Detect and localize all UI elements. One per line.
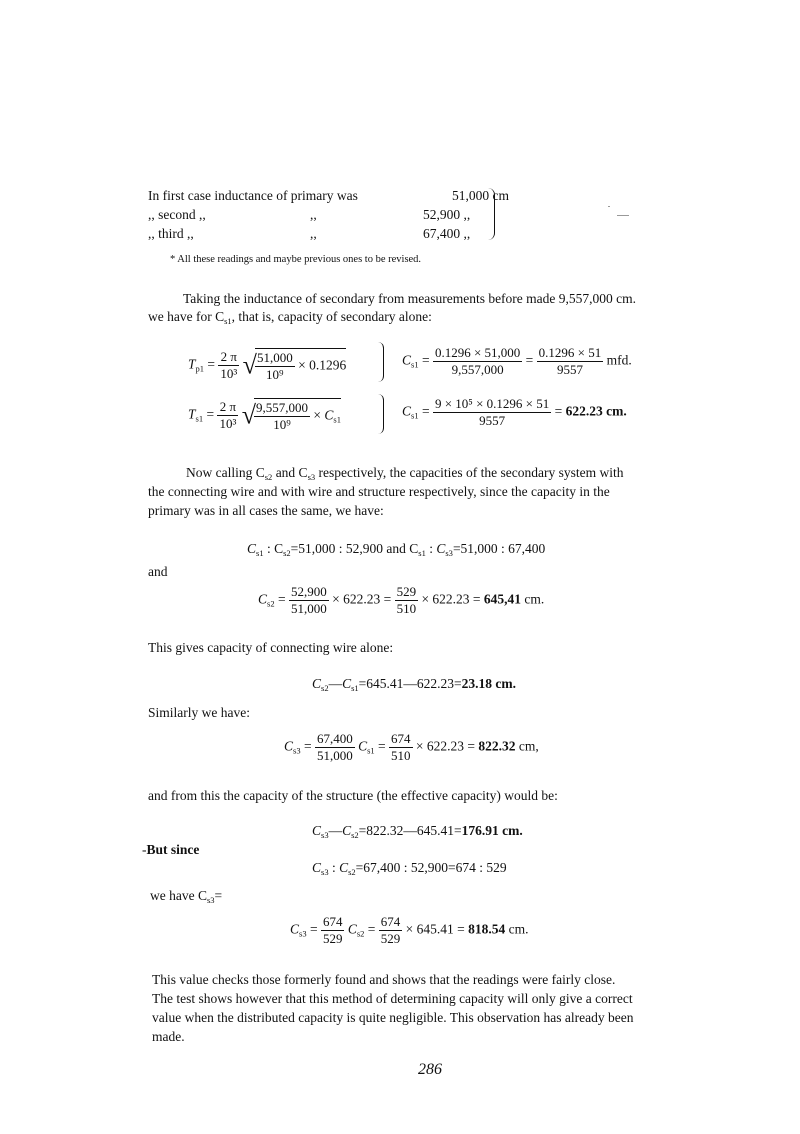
equation-cs1: $C_{s1}$ = $\frac{0.1296 \times 51,000}{9,557,000}$ = $\frac{0.1296 \times 51}{9557}$ mfd. bbox=[402, 345, 632, 377]
para6-line2: The test shows however that this method of determining capacity will only give a correct bbox=[152, 991, 633, 1006]
speck bbox=[608, 206, 610, 207]
para2-line2: the connecting wire and with wire and structure respectively, since the capacity in the bbox=[148, 484, 610, 499]
para3: This gives capacity of connecting wire alone: bbox=[148, 640, 394, 655]
equation-ts1: $T_{s1}$ = $\frac{2 \pi}{\text{10³}}$ √ $\frac{9,557,000}{\text{10⁹}}$ × $C_{s1}$ bbox=[188, 399, 341, 432]
speck bbox=[617, 215, 629, 216]
equation-wire-capacity: $C_{s2}—C_{s1}=645.41—622.23=23.18$ cm. bbox=[312, 676, 517, 693]
footnote: * All these readings and maybe previous ones to be revised. bbox=[170, 254, 422, 265]
table-row-1-label: In first case inductance of primary was bbox=[148, 188, 358, 203]
equation-cs3-check: $C_{s3}$ = $\frac{674}{529}$ $C_{s2}$ = $\frac{674}{529}$ × 645.41 = 818.54 cm. bbox=[290, 914, 529, 946]
equation-ratio-2: $C_{s3}$ : $C_{s2}=67,400$ : 52,900=674 : 529 bbox=[312, 860, 507, 877]
equation-cs2: $C_{s2}$ = $\frac{52,900}{51,000}$ × 622.23 = $\frac{529}{510}$ × 622.23 = 645,41 cm. bbox=[258, 584, 545, 616]
and-word: and bbox=[148, 564, 168, 579]
para1-line1: Taking the inductance of secondary from measurements before made 9,557,000 cm. bbox=[183, 291, 637, 306]
but-since: ‑But since bbox=[142, 842, 200, 857]
equation-cs1-result: $C_{s1}$ = $\frac{\text{9 × 10⁵ × 0.1296 × 51}}{9557}$ = 622.23 cm. bbox=[402, 396, 627, 428]
table-row-3-value: 67,400 ,, bbox=[423, 226, 471, 241]
table-row-3-ditto: ,, bbox=[310, 226, 317, 241]
para6-line4: made. bbox=[152, 1029, 185, 1044]
equation-ratio: $C_{s1}$ : $C_{s2}=51,000$ : 52,900 and $C_{s1}$ : $C_{s3}=51,000$ : 67,400 bbox=[247, 541, 546, 558]
table-row-3-label: ,, third ,, bbox=[148, 226, 194, 241]
table-brace bbox=[488, 188, 495, 240]
para2-line3: primary was in all cases the same, we have: bbox=[148, 503, 384, 518]
para6-line3: value when the distributed capacity is quite negligible. This observation has already been bbox=[152, 1010, 634, 1025]
table-row-2-ditto: ,, bbox=[310, 207, 317, 222]
para2-line1: Now calling $C_{s2}$ and $C_{s3}$ respectively, the capacities of the secondary system with bbox=[186, 465, 624, 482]
table-row-2-value: 52,900 ,, bbox=[423, 207, 471, 222]
equation-cs3: $C_{s3}$ = $\frac{67,400}{51,000}$ $C_{s1}$ = $\frac{674}{510}$ × 622.23 = 822.32 cm, bbox=[284, 731, 539, 763]
eq1-brace bbox=[378, 342, 384, 382]
table-row-1-value: 51,000 cm bbox=[452, 188, 509, 203]
equation-tp1: $T_{p1}$ = $\frac{2 \pi}{\text{10³}}$ √ $\frac{51,000}{\text{10⁹}}$ × 0.1296 bbox=[188, 349, 347, 382]
para1-line2: we have for $C_{s1}$, that is, capacity of secondary alone: bbox=[148, 309, 432, 326]
para4: Similarly we have: bbox=[148, 705, 250, 720]
para5: and from this the capacity of the structure (the effective capacity) would be: bbox=[148, 788, 558, 803]
equation-structure-capacity: $C_{s3}—C_{s2}=822.32—645.41=176.91$ cm. bbox=[312, 823, 523, 840]
table-row-2-label: ,, second ,, bbox=[148, 207, 206, 222]
eq2-brace bbox=[378, 394, 384, 434]
we-have: we have $C_{s3}=$ bbox=[150, 888, 223, 905]
para6-line1: This value checks those formerly found and shows that the readings were fairly close. bbox=[152, 972, 616, 987]
page-number: 286 bbox=[418, 1061, 442, 1078]
